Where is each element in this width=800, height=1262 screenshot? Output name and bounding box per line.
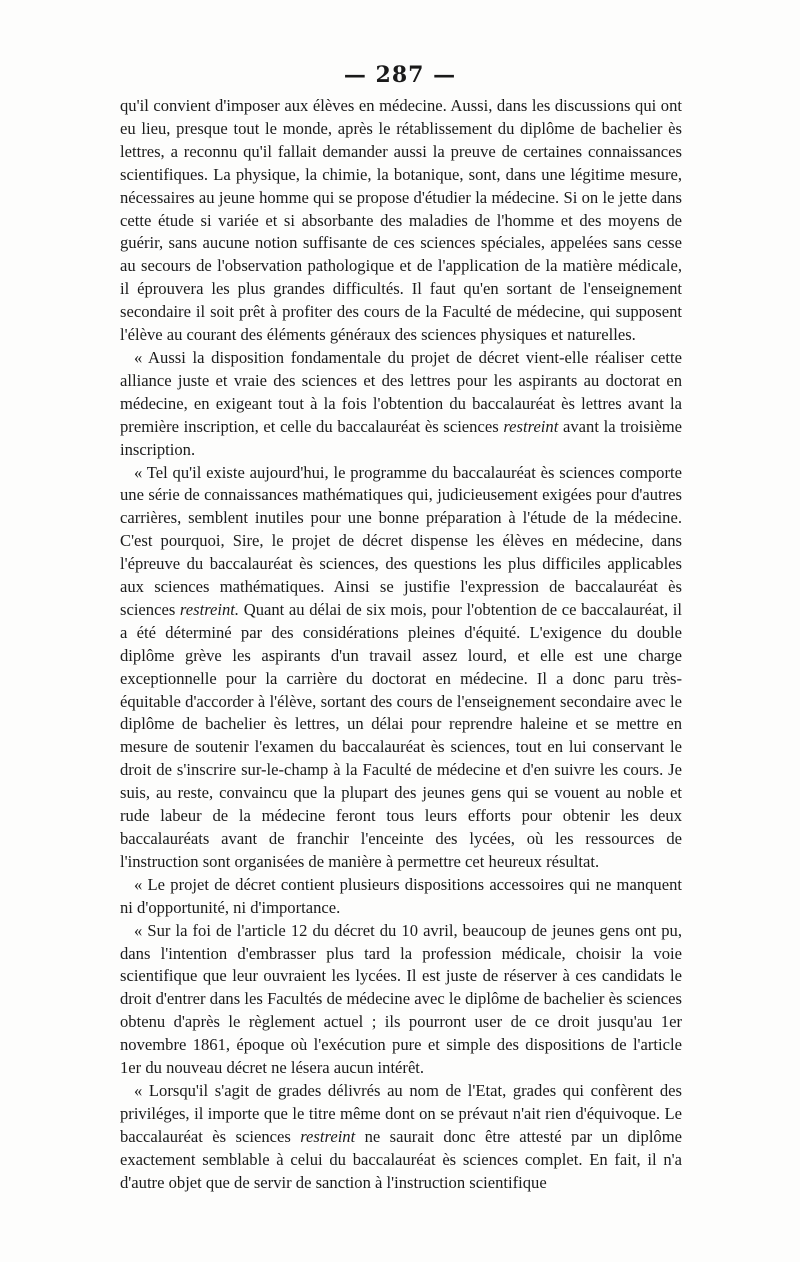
paragraph-text: « Tel qu'il existe aujourd'hui, le programme du baccalauréat ès sciences comporte une série de connaissances mathématiques qui, judicieusement exigées pour d'autres carrières, semblent inutiles pour une bonne préparation à l'étude de la médecine. C'est pourquoi, Sire, le projet de décret dispense les élèves en médecine, dans l'épreuve du baccalauréat ès sciences, des questions les plus difficiles applicables aux sciences mathématiques. Ainsi se justifie l'expression de baccalauréat ès sciences	[120, 462, 682, 619]
paragraph-text: « Le projet de décret contient plusieurs dispositions accessoires qui ne manquent ni d'opportunité, ni d'importance.	[120, 874, 682, 917]
paragraph-text: avant la troisième inscription.	[120, 416, 682, 459]
paragraph-5	[120, 920, 682, 1080]
paragraph-text: qu'il convient d'imposer aux élèves en médecine. Aussi, dans les discussions qui ont eu lieu, presque tout le monde, après le rétablissement du diplôme de bachelier ès lettres, a reconnu qu'il fallait demander aussi la preuve de certaines connaissances scientifiques. La physique, la chimie, la botanique, sont, dans une légitime mesure, nécessaires au jeune homme qui se propose d'étudier la médecine. Si on le jette dans cette étude si variée et si absorbante des maladies de l'homme et des moyens de guérir, sans aucune notion suffisante de ces sciences spéciales, appelées sans cesse au secours de l'observation pathologique et de l'application de la matière médicale, il éprouvera les plus grandes difficultés. Il faut qu'en sortant de l'enseignement secondaire il soit prêt à profiter des cours de la Faculté de médecine, qui supposent l'élève au courant des éléments généraux des sciences physiques et naturelles.	[120, 96, 682, 345]
italic-text: restreint	[300, 1126, 356, 1146]
paragraph-6	[120, 1080, 682, 1195]
paragraph-text: ne saurait donc être attesté par un diplôme exactement semblable à celui du baccalauréat ès sciences complet. En fait, il n'a d'autre objet que de servir de sanction à l'instruction scientifique	[120, 1126, 682, 1192]
paragraph-1	[120, 95, 682, 347]
paragraph-text: « Lorsqu'il s'agit de grades délivrés au nom de l'Etat, grades qui confèrent des priviléges, il importe que le titre même dont on se prévaut n'ait rien d'équivoque. Le baccalauréat ès sciences	[120, 1080, 682, 1146]
paragraph-3	[120, 462, 682, 874]
body-text	[120, 95, 682, 1195]
paragraph-text: « Sur la foi de l'article 12 du décret du 10 avril, beaucoup de jeunes gens ont pu, dans l'intention d'embrasser plus tard la profession médicale, choisir la voie scientifique que leur ouvraient les lycées. Il est juste de réserver à ces candidats le droit d'entrer dans les Facultés de médecine avec le diplôme de bachelier ès sciences obtenu d'après le règlement actuel ; ils pourront user de ce droit jusqu'au 1er novembre 1861, époque où l'exécution pure et simple des dispositions de l'article 1er du nouveau décret ne lésera aucun intérêt.	[120, 920, 682, 1078]
italic-text: restreint	[503, 416, 559, 436]
italic-text: restreint.	[179, 599, 240, 619]
paragraph-text: « Aussi la disposition fondamentale du projet de décret vient-elle réaliser cette alliance juste et vraie des sciences et des lettres pour les aspirants au doctorat en médecine, en exigeant tout à la fois l'obtention du baccalauréat ès lettres avant la première inscription, et celle du baccalauréat ès sciences	[120, 347, 682, 436]
paragraph-2	[120, 347, 682, 462]
paragraph-4	[120, 874, 682, 920]
page-number: — 287 —	[343, 62, 457, 88]
paragraph-text: Quant au délai de six mois, pour l'obtention de ce baccalauréat, il a été déterminé par des considérations pleines d'équité. L'exigence du double diplôme grève les aspirants d'un travail assez lourd, et elle est une charge exceptionnelle pour la carrière du doctorat en médecine. Il a donc paru très-équitable d'accorder à l'élève, sortant des cours de l'enseignement secondaire avec le diplôme de bachelier ès lettres, un délai pour reprendre haleine et se mettre en mesure de soutenir l'examen du baccalauréat ès sciences, tout en lui conservant le droit de s'inscrire sur-le-champ à la Faculté de médecine et d'en suivre les cours. Je suis, au reste, convaincu que la plupart des jeunes gens qui se vouent au noble et rude labeur de la médecine feront tous leurs efforts pour obtenir les deux baccalauréats avant de franchir l'enceinte des lycées, où les ressources de l'instruction sont organisées de manière à permettre cet heureux résultat.	[120, 599, 682, 871]
